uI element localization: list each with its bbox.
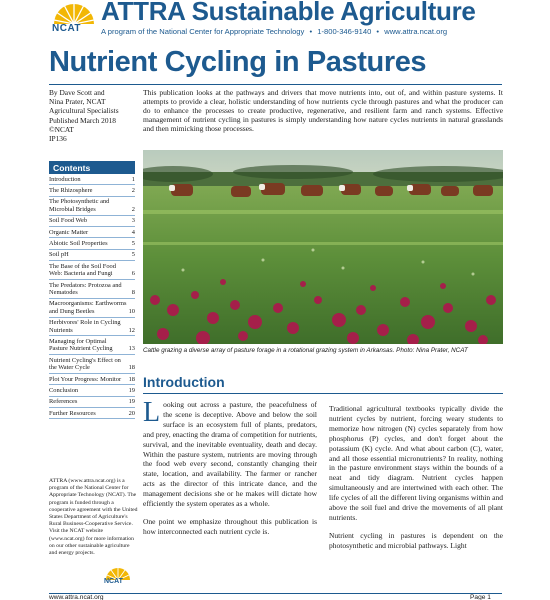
contents-item-title: Introduction: [49, 175, 81, 183]
footer-url[interactable]: www.attra.ncat.org: [49, 594, 104, 600]
logo-wordmark: NCAT: [52, 23, 82, 34]
contents-item-title: References: [49, 398, 78, 406]
contents-item-title: The Base of the Soil Food Web: Bacteria and Fungi: [49, 262, 116, 278]
contents-item-title: Soil pH: [49, 251, 69, 259]
contents-item-title: Nutrient Cycling's Effect on the Water Cycle: [49, 356, 121, 372]
contents-item-page: 2: [131, 186, 135, 194]
byline-line: IP136: [49, 134, 67, 144]
sun-icon: [50, 0, 98, 24]
logo-wordmark: NCAT: [104, 578, 123, 585]
contents-item[interactable]: [49, 250, 135, 261]
contents-item[interactable]: [49, 227, 135, 238]
contents-item[interactable]: [49, 280, 135, 299]
tagline-phone: 1-800-346-9140: [317, 27, 372, 36]
contents-item-page: 18: [128, 375, 135, 383]
contents-item[interactable]: [49, 408, 135, 419]
contents-item-page: 13: [128, 345, 135, 353]
contents-item-page: 12: [128, 326, 135, 334]
contents-item[interactable]: [49, 336, 135, 355]
contents-item-title: Managing for Optimal Pasture Nutrient Cycling: [49, 337, 113, 353]
ncat-logo: [50, 0, 98, 40]
contents-item-page: 8: [131, 288, 135, 296]
byline-line: Nina Prater, NCAT: [49, 97, 106, 107]
contents-item-title: Soil Food Web: [49, 217, 88, 225]
contents-item-title: Further Resources: [49, 409, 96, 417]
intro-paragraph: Traditional agricultural textbooks typically divide the nutrient cycles by nutrient, forcing weary students to memorize how nitrogen (N) cycles separately from how phosphorus (P) cycles, and don't forget about the potassium (K) cycle. And what about carbon (C), water, and all those essential micronutrients? In reality, nothing in the pasture environment stays within the bounds of a neat and tidy diagram. Nutrient cycles happen simultaneously and are intertwined with each other. The life cycles of all the different living organisms within and above the soil fuel and drive the movements of all plant nutrients.: [329, 404, 503, 522]
drop-cap: L: [143, 397, 161, 428]
contents-item[interactable]: [49, 299, 135, 318]
tagline: [101, 27, 447, 36]
contents-item-page: 3: [131, 217, 135, 225]
intro-paragraph: Nutrient cycling in pastures is dependent on the photosynthetic and microbial pathways. Light: [329, 530, 503, 550]
contents-item[interactable]: [49, 238, 135, 249]
contents-item[interactable]: [49, 385, 135, 396]
contents-item-title: Organic Matter: [49, 228, 89, 236]
contents-list: [49, 174, 135, 419]
contents-item-page: 4: [131, 228, 135, 236]
divider: [49, 593, 502, 594]
contents-item-title: Herbivores' Role in Cycling Nutrients: [49, 319, 121, 334]
photo-illustration: [143, 150, 503, 344]
contents-item-title: Abiotic Soil Properties: [49, 239, 108, 247]
contents-item-page: 20: [128, 409, 135, 417]
pasture-photo: [143, 150, 503, 344]
about-attra: ATTRA (www.attra.ncat.org) is a program of the National Center for Appropriate Technology (NCAT). The program is funded through a cooperative agreement with the United States Department of Agriculture's Rural Business-Cooperative Service. Visit the NCAT website (www.ncat.org) for more information on our other sustainable agriculture and energy projects.: [49, 478, 138, 557]
divider: [49, 84, 502, 85]
contents-item-page: 18: [128, 364, 135, 372]
contents-item[interactable]: [49, 374, 135, 385]
author-block: [49, 88, 137, 143]
divider: [143, 393, 503, 394]
contents-item-page: 5: [131, 251, 135, 259]
contents-item-page: 6: [131, 270, 135, 278]
tagline-program: A program of the National Center for Appropriate Technology: [101, 27, 305, 36]
contents-item-title: Plot Your Progress: Monitor: [49, 375, 122, 383]
intro-column-right: [329, 404, 503, 551]
ncat-logo-small: [100, 566, 136, 588]
contents-item[interactable]: [49, 355, 135, 374]
byline-line: ©NCAT: [49, 124, 74, 134]
bullet-icon: •: [376, 27, 380, 36]
contents-item-title: The Rhizosphere: [49, 186, 93, 194]
contents-item-title: Conclusion: [49, 386, 79, 394]
byline-line: By Dave Scott and: [49, 88, 105, 97]
contents-item[interactable]: [49, 261, 135, 280]
brand-title: ATTRA Sustainable Agriculture: [101, 0, 476, 26]
tagline-url[interactable]: www.attra.ncat.org: [384, 27, 448, 36]
masthead: [0, 0, 550, 40]
contents-item-title: The Predators: Protozoa and Nematodes: [49, 281, 122, 296]
section-heading-introduction: Introduction: [143, 374, 225, 390]
contents-item-title: Macroorganisms: Earthworms and Dung Beetles: [49, 300, 127, 315]
photo-caption: Cattle grazing a diverse array of pasture forage in a rotational grazing system in Arkansas. Photo: Nina Prater, NCAT: [143, 347, 468, 354]
contents-item-page: 5: [131, 239, 135, 247]
contents-item[interactable]: [49, 318, 135, 337]
abstract: This publication looks at the pathways and drivers that move nutrients into, out of, and within pasture systems. It attempts to provide a clear, holistic understanding of how nutrients cycle through pastures and what the producer can do to enhance the processes to create productive, regenerative, and resilient farm and ranch systems. Effective management of nutrient cycling in pastures is simply understanding how nature cycles nutrients in natural grasslands and then mimicking those processes.: [143, 88, 503, 134]
contents-item[interactable]: [49, 197, 135, 216]
page-title: Nutrient Cycling in Pastures: [49, 46, 427, 78]
contents-item-page: 10: [128, 307, 135, 315]
contents-box: [49, 161, 135, 419]
contents-heading: Contents: [49, 161, 135, 174]
contents-item-page: 19: [128, 398, 135, 406]
contents-item-page: 1: [131, 175, 135, 183]
page-number: Page 1: [470, 594, 491, 600]
intro-paragraph: One point we emphasize throughout this publication is how interconnected each nutrient cycle is.: [143, 516, 317, 536]
bullet-icon: •: [309, 27, 313, 36]
contents-item-title: The Photosynthetic and Microbial Bridges: [49, 198, 110, 213]
intro-paragraph: [143, 397, 317, 509]
contents-item[interactable]: [49, 185, 135, 196]
intro-column-left: [143, 397, 317, 537]
intro-text: ooking out across a pasture, the peacefulness of the scene is deceptive. Above and below the soil surface is an ecosystem full of plants, predators, and prey, enacting the drama of competition for nutrients, survival, and the inevitable eventuality, death and decay. Within the pasture system, nutrients are moving through the food web every second, constantly changing their state, location, and availability. The farmer or rancher acts as the director of this intricate dance, and the management decisions she or he makes will dictate how efficiently the system operates as a whole.: [143, 400, 317, 509]
contents-item-page: 19: [128, 386, 135, 394]
byline-line: Agricultural Specialists: [49, 106, 119, 116]
contents-item[interactable]: [49, 174, 135, 185]
contents-item[interactable]: [49, 397, 135, 408]
contents-item-page: 2: [131, 205, 135, 213]
byline: [49, 88, 137, 143]
contents-item[interactable]: [49, 216, 135, 227]
byline-line: Published March 2018: [49, 115, 116, 125]
